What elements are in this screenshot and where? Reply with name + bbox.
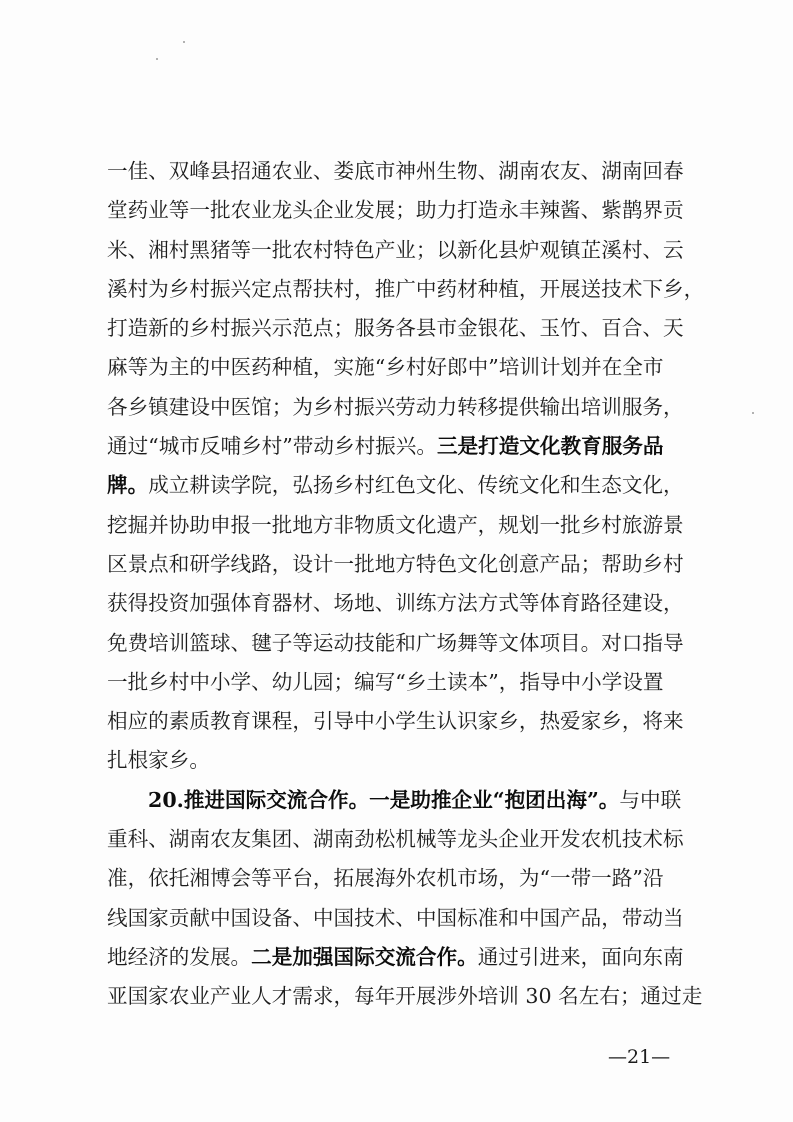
text-line [107, 938, 687, 977]
text-segment: 重科、湖南农友集团、湖南劲松机械等龙头企业开发农机技术标 [107, 827, 684, 852]
text-line [107, 663, 687, 702]
text-line [107, 270, 705, 309]
text-segment: 堂药业等一批农业龙头企业发展；助力打造永丰辣酱、紫鹊界贡 [107, 198, 684, 223]
text-line [107, 231, 687, 270]
text-line [107, 388, 687, 427]
text-segment: 一批乡村中小学、幼儿园；编写“乡土读本”，指导中小学设置 [107, 669, 664, 694]
scan-speck [752, 412, 754, 414]
text-segment: 地经济的发展。 [107, 944, 252, 969]
text-line [107, 977, 703, 1016]
text-line [107, 348, 687, 387]
text-line [107, 741, 687, 780]
text-segment: 成立耕读学院，弘扬乡村红色文化、传统文化和生态文化， [148, 473, 684, 498]
text-segment: 各乡镇建设中医馆；为乡村振兴劳动力转移提供输出培训服务， [107, 394, 684, 419]
text-line [107, 191, 687, 230]
text-segment: 挖掘并协助申报一批地方非物质文化遗产，规划一批乡村旅游景 [107, 512, 684, 537]
body-text [107, 152, 705, 1017]
text-line [107, 152, 687, 191]
text-segment: 区景点和研学线路，设计一批地方特色文化创意产品；帮助乡村 [107, 551, 684, 576]
text-segment: 免费培训篮球、毽子等运动技能和广场舞等文体项目。对口指导 [107, 630, 684, 655]
scan-speck [156, 58, 158, 60]
text-line [107, 545, 687, 584]
bold-heading-text: 三是打造文化教育服务品 [436, 434, 664, 459]
text-segment: 打造新的乡村振兴示范点；服务各县市金银花、玉竹、百合、天 [107, 316, 684, 341]
bold-heading-text: 20.推进国际交流合作。一是助推企业“抱团出海”。 [148, 787, 620, 812]
text-segment: 米、湘村黑猪等一批农村特色产业；以新化县炉观镇芷溪村、云 [107, 237, 684, 262]
text-segment: 相应的素质教育课程，引导中小学生认识家乡，热爱家乡，将来 [107, 709, 684, 734]
text-line [107, 427, 687, 466]
text-segment: 线国家贡献中国设备、中国技术、中国标准和中国产品，带动当 [107, 905, 684, 930]
text-segment: 通过“城市反哺乡村”带动乡村振兴。 [107, 434, 437, 459]
text-segment: 获得投资加强体育器材、场地、训练方法方式等体育路径建设， [107, 591, 684, 616]
scan-speck [183, 41, 185, 43]
text-segment: 与中联 [619, 787, 682, 812]
text-line [107, 309, 687, 348]
text-segment: 溪村为乡村振兴定点帮扶村，推广中药材种植，开展送技术下乡， [107, 276, 705, 301]
text-line [107, 506, 687, 545]
page-number: —21— [608, 1046, 671, 1068]
text-segment: 亚国家农业产业人才需求，每年开展涉外培训 30 名左右；通过走 [107, 984, 703, 1009]
text-segment: 扎根家乡。 [107, 748, 210, 773]
text-line [107, 702, 687, 741]
text-line [107, 624, 687, 663]
text-segment: 一佳、双峰县招通农业、娄底市神州生物、湖南农友、湖南回春 [107, 159, 684, 183]
text-line [107, 899, 687, 938]
text-segment: 麻等为主的中医药种植，实施“乡村好郎中”培训计划并在全市 [107, 355, 664, 380]
text-segment: 通过引进来，面向东南 [477, 944, 684, 969]
text-line [107, 859, 687, 898]
bold-heading-text: 二是加强国际交流合作。 [251, 944, 478, 969]
text-line [107, 584, 687, 623]
text-line [107, 820, 687, 859]
text-line [107, 466, 687, 505]
bold-heading-text: 牌。 [107, 473, 149, 498]
text-segment: 准，依托湘博会等平台，拓展海外农机市场，为“一带一路”沿 [107, 866, 664, 891]
text-line [107, 781, 687, 820]
